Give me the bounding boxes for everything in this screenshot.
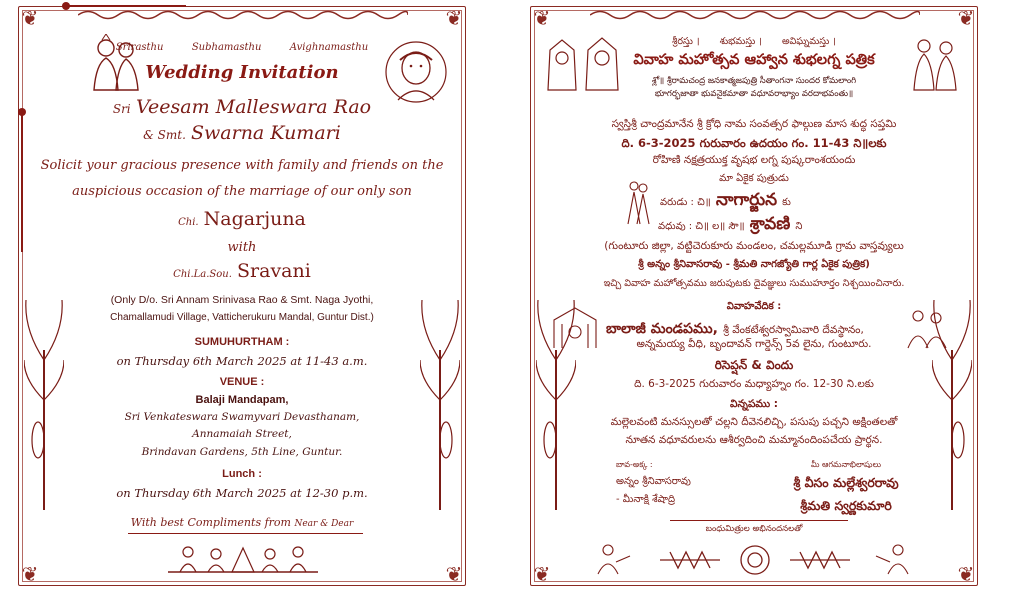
groom-line <box>18 208 466 230</box>
venue-address: అన్నమయ్య వీధి, బృందావన్ గార్డెన్స్ 5వ లైను, గుంటూరు. <box>636 338 872 350</box>
bride-suffix: ని <box>795 221 803 232</box>
groom-prefix: Chi. <box>178 217 199 228</box>
corner-ornament-icon: ❦ <box>533 6 551 30</box>
solicit-line-2: auspicious occasion of the marriage of our only son <box>72 184 412 199</box>
venue-line <box>606 318 864 340</box>
groom-name: Nagarjuna <box>203 208 306 230</box>
venue-line-2: Sri Venkateswara Swamyvari Devasthanam, <box>124 411 360 423</box>
corner-ornament-icon: ❦ <box>21 562 39 586</box>
couple-illustration <box>626 178 650 226</box>
blessing-1: Srirasthu <box>115 42 164 53</box>
groom-label: వరుడు : చి॥ <box>660 197 711 208</box>
blessing-1: శ్రీరస్తు । <box>672 36 700 47</box>
telugu-invitation-card <box>530 6 978 586</box>
bride-name: Sravani <box>237 260 311 282</box>
bride-parents: శ్రీ అన్నం శ్రీనివాసరావు - శ్రీమతి నాగజ్యోతి గార్ల ఏకైక పుత్రిక) <box>638 259 870 270</box>
blessing-2: Subhamasthu <box>191 42 262 53</box>
host-name: Veesam Malleswara Rao <box>136 96 372 118</box>
host2-name: Swarna Kumari <box>191 122 341 144</box>
blessing-3: అవిఘ్నమస్తు । <box>781 36 836 47</box>
corner-ornament-icon: ❦ <box>533 562 551 586</box>
muhurtham-line-3: రోహిణి నక్షత్రయుక్త వృషభ లగ్న పుష్కరాంశయందు <box>652 154 856 166</box>
muhurtham-label: SUMUHURTHAM : <box>194 336 290 348</box>
groom-suffix: కు <box>782 197 791 208</box>
compliments-line <box>18 516 466 529</box>
parents-left-2: - మీనాక్షి శేషాద్రి <box>616 494 676 505</box>
compliments-from: Near & Dear <box>294 519 354 529</box>
banana-tree-left-icon <box>24 290 64 510</box>
parents-label-right: మీ ఆగమనాభిలాషులు <box>810 460 882 469</box>
footer-text: బంధుమిత్రుల అభినందనలతో <box>705 524 803 534</box>
footer-divider <box>670 520 848 521</box>
venue-label: VENUE : <box>219 376 265 388</box>
bride-prefix: Chi.La.Sou. <box>173 269 232 280</box>
reception-label: రిసెప్షన్ & విందు <box>714 358 794 372</box>
host-prefix: Sri <box>112 102 131 116</box>
lunch-value: on Thursday 6th March 2025 at 12-30 p.m. <box>116 486 368 500</box>
venue-detail: శ్రీ వేంకటేశ్వరస్వామివారి దేవస్థానం, <box>723 324 864 336</box>
bride-line <box>658 214 802 238</box>
groom-name: నాగార్జున <box>715 190 778 210</box>
musician-illustration <box>874 542 914 576</box>
compliments-text: With best Compliments from <box>130 516 291 529</box>
corner-ornament-icon: ❦ <box>445 6 463 30</box>
musician-illustration <box>592 542 632 576</box>
host2-name-line <box>18 122 466 144</box>
venue-name: Balaji Mandapam, <box>195 394 289 406</box>
request-line-1: మల్లెలవంటి మనస్సులతో చల్లని దీవెనలిచ్చి, పసుపు పచ్చని అక్షింతలతో <box>610 416 898 428</box>
bride-address: (గుంటూరు జిల్లా, వట్టిచెరుకూరు మండలం, చమల్లమూడి గ్రామ వాస్తవ్యులు <box>604 240 904 252</box>
english-invitation-card <box>18 6 466 586</box>
bride-label: వధువు : చి॥ ల॥ సౌ॥ <box>658 221 745 232</box>
scroll-border-ornament <box>78 8 408 22</box>
bride-line <box>18 260 466 282</box>
compliments-divider <box>128 533 363 534</box>
muhurtham-value: on Thursday 6th March 2025 at 11-43 a.m. <box>116 354 368 368</box>
scroll-border-ornament <box>590 8 920 22</box>
with-text: with <box>227 240 257 255</box>
lunch-label: Lunch : <box>222 468 262 480</box>
host2-prefix: & Smt. <box>143 128 186 142</box>
fold-marker-line <box>21 112 23 252</box>
only-son-line: మా ఏకైక పుత్రుడు <box>719 173 789 184</box>
parents-label-left: బావ-అక్క : <box>616 460 653 469</box>
sloka-line-1: శ్లో॥ శ్రీరామచంద్ర జనకాత్మజపుత్రి సీతాంగనా సుందర కోమలాంగి <box>651 76 857 86</box>
reception-value: ది. 6-3-2025 గురువారం మధ్యాహ్నం గం. 12-30 ని.లకు <box>634 378 874 390</box>
bride-address: Chamallamudi Village, Vatticherukuru Mandal, Guntur Dist.) <box>110 312 374 323</box>
host-name: శ్రీ వీసం మల్లేశ్వరరావు <box>793 475 899 490</box>
venue-line-4: Brindavan Gardens, 5th Line, Guntur. <box>141 446 343 458</box>
request-line-2: నూతన వధూవరులను ఆశీర్వదించి మమ్మానందింపచేయ ప్రార్థన. <box>625 434 883 446</box>
bride-name: శ్రావణి <box>749 214 791 234</box>
request-label: విన్నపము : <box>729 398 779 410</box>
banana-tree-right-icon <box>932 290 972 510</box>
solicit-line-1: Solicit your gracious presence with family and friends on the <box>40 158 444 173</box>
corner-ornament-icon: ❦ <box>957 562 975 586</box>
blessings-row <box>18 42 466 53</box>
host-wife: శ్రీమతి స్వర్ణకుమారి <box>800 498 892 513</box>
blessing-3: Avighnamasthu <box>289 42 369 53</box>
corner-ornament-icon: ❦ <box>21 6 39 30</box>
banana-tree-left-icon <box>536 290 576 510</box>
sloka-line-2: భూగర్భజాతా భువనైకమాతా వధూవరాభ్యాం వరదాభవంతు॥ <box>654 89 854 99</box>
parents-left-1: అన్నం శ్రీనివాసరావు <box>616 476 691 487</box>
wedding-ceremony-illustration <box>168 542 318 576</box>
venue-line-3: Annamaiah Street, <box>192 428 292 440</box>
venue-label: వివాహవేదిక : <box>726 301 782 312</box>
blessing-2: శుభమస్తు । <box>719 36 762 47</box>
banana-tree-right-icon <box>420 290 460 510</box>
telugu-blessings-row <box>530 36 978 49</box>
corner-ornament-icon: ❦ <box>445 562 463 586</box>
bride-parents: (Only D/o. Sri Annam Srinivasa Rao & Smt. Naga Jyothi, <box>110 294 374 306</box>
host-name-line <box>18 96 466 118</box>
venue-name: బాలాజీ మండపము, <box>606 321 718 337</box>
page-title: Wedding Invitation <box>145 62 339 83</box>
muhurtham-line-2: ది. 6-3-2025 గురువారం ఉదయం గం. 11-43 ని॥లకు <box>621 136 887 150</box>
groom-line <box>660 190 791 214</box>
muhurtham-line-1: స్వస్తిశ్రీ చాంద్రమానేన శ్రీ క్రోధి నామ సంవత్సర ఫాల్గుణ మాస శుద్ధ సప్తమి <box>611 118 897 130</box>
fixed-muhurtham-line: ఇచ్చి వివాహ మహోత్సవము జరుపుటకు దైవజ్ఞులు సుముహూర్తం నిశ్చయించినారు. <box>603 278 905 289</box>
sister-family-block <box>616 460 691 507</box>
auspicious-border-illustration <box>660 542 850 578</box>
hosts-block <box>766 460 926 517</box>
fold-marker-line <box>66 5 186 7</box>
telugu-title: వివాహ మహోత్సవ ఆహ్వాన శుభలగ్న పత్రిక <box>633 52 875 68</box>
corner-ornament-icon: ❦ <box>957 6 975 30</box>
